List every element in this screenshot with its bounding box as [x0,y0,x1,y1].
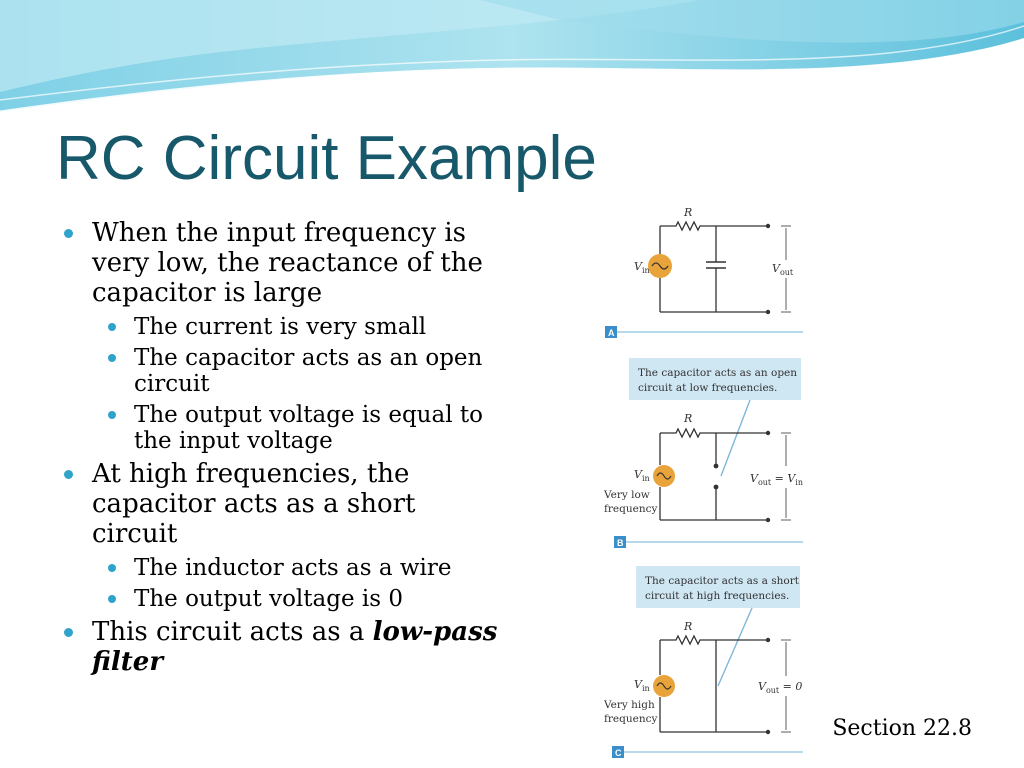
sub-bullet-output-equals-input [58,402,503,454]
resistor-label: R [684,206,693,219]
vout-equals-vin-label: Vout = Vin [750,472,804,487]
sub-bullet-text: The output voltage is 0 [134,586,403,612]
bullet-dot [64,628,73,637]
sub-bullet-text: The current is very small [134,314,427,340]
frequency-label: Very low [604,489,650,501]
sub-bullet-text: The inductor acts as a wire [134,555,452,581]
bullet-low-frequency [58,218,503,308]
rc-circuit-figure [600,200,805,760]
bullet-text: This circuit acts as a [92,617,373,647]
vin-label: Vin [634,260,650,275]
slide-title: RC Circuit Example [56,124,597,193]
bullet-text: At high frequencies, the capacitor acts as a short circuit [92,459,416,549]
vout-label: Vout [772,262,794,277]
bullet-dot [108,595,116,603]
caption-line: circuit at high frequencies. [645,590,790,602]
caption-line: The capacitor acts as a short [645,575,799,587]
bullet-dot [64,470,73,479]
sub-bullet-output-zero [58,586,503,612]
frequency-label: frequency [604,503,658,515]
sub-bullet-inductor-wire [58,555,503,581]
bullet-dot [108,411,116,419]
sub-bullet-text: The output voltage is equal to the input voltage [134,402,483,454]
sub-bullet-open-circuit [58,345,503,397]
bullet-dot [108,564,116,572]
caption-line: The capacitor acts as an open [638,367,798,379]
svg-text:R: R [684,412,693,425]
frequency-label: frequency [604,713,658,725]
bullet-text: When the input frequency is very low, the reactance of the capacitor is large [92,218,483,308]
low-pass-filter-emphasis: low-pass filter [92,617,498,677]
frequency-label: Very high [604,699,655,711]
bullet-dot [108,323,116,331]
bullet-dot [64,229,73,238]
vout-equals-zero-label: Vout = 0 [758,680,803,695]
svg-text:C: C [615,748,622,758]
sub-bullet-text: The capacitor acts as an open circuit [134,345,483,397]
bullet-list [58,218,503,683]
bullet-dot [108,354,116,362]
bullet-high-frequency [58,459,503,549]
sub-bullet-current-small [58,314,503,340]
bullet-low-pass-filter [58,617,503,677]
caption-line: circuit at low frequencies. [638,382,778,394]
vin-label: Vin [634,678,650,693]
svg-text:B: B [617,538,624,548]
wave-header-decoration [0,0,1024,120]
vin-label: Vin [634,468,650,483]
section-reference: Section 22.8 [832,716,972,741]
svg-text:A: A [608,328,615,338]
svg-text:R: R [684,620,693,633]
